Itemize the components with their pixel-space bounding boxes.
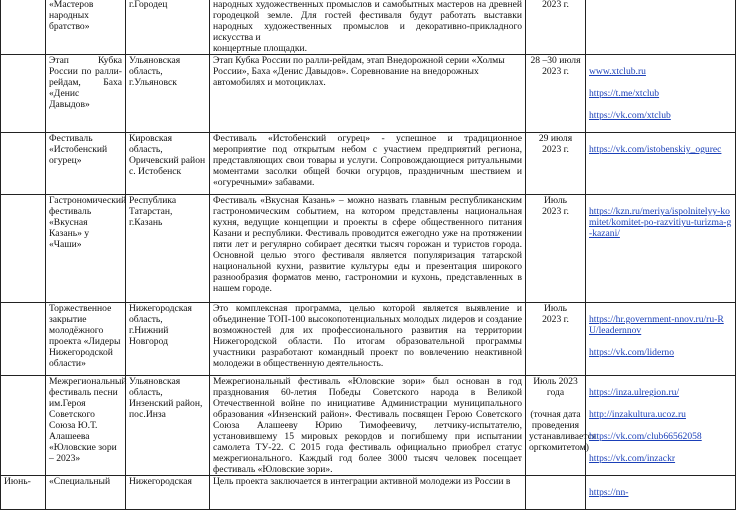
date-cell: 28 –30 июля 2023 г.: [526, 55, 586, 133]
table-row: [1, 476, 736, 510]
links-cell: [586, 303, 736, 376]
links-cell: [586, 0, 736, 55]
table-row: [1, 0, 736, 55]
table-body: [1, 0, 736, 510]
link[interactable]: https://inza.ulregion.ru/: [589, 387, 680, 398]
description-cell: Межрегиональный фестиваль «Юловские зори» был основан в год празднования 60-летия Победы Советского народа в Великой Отечественной войне по инициативе Администрации муниципального образования «Инзенский район». Фестиваль посвящен Герою Советского Союза Алашееву Юрию Тимофеевичу, летчику-испытателю, установившему 15 мировых рекордов и погибшему при испытании самолета ТУ-22. С 2015 года фестиваль официально приобрел статус межрегионального. Каждый год более 3000 тысяч человек посещает фестиваль «Юловские зори».: [210, 376, 526, 476]
place-cell: Кировская область, Оричевский район с. Истобенск: [126, 133, 210, 195]
place-cell: Нижегородская: [126, 476, 210, 510]
link[interactable]: http://inzakultura.ucoz.ru: [589, 409, 686, 420]
event-name-cell: Торжественное закрытие молодёжного проекта «Лидеры Нижегородской области»: [46, 303, 126, 376]
description-cell: народных художественных промыслов и самобытных мастеров на древней городецкой земле. Для гостей фестиваля будут работать выставки народных художественных промыслов и декоративно-прикладного искусства и концертные площадки.: [210, 0, 526, 55]
month-cell: [1, 133, 46, 195]
month-cell: [1, 376, 46, 476]
link[interactable]: https://hr.government-nnov.ru/ru-RU/leadernnov: [589, 314, 724, 336]
date-cell: Июль 2023 года (точная дата проведения устанавливается оргкомитетом): [526, 376, 586, 476]
link[interactable]: https://vk.com/liderno: [589, 347, 675, 358]
description-cell: Фестиваль «Вкусная Казань» – можно назвать главным республиканским гастрономическим событием, на котором представлены национальная кухня, ведущие концепции и проекты в сфере общественного питания Казани и республики. Фестиваль проводится ежегодно уже на протяжении пяти лет и регулярно собирает десятки тысяч горожан и туристов города. Основной целью этого фестиваля является популяризация татарской национальной кухни, развитие культуры еды и презентация широкого разнообразия форматов меню, гастрономии и кухонь, представленных в нашем городе.: [210, 195, 526, 303]
link[interactable]: www.xtclub.ru: [589, 66, 646, 77]
month-cell: [1, 303, 46, 376]
place-cell: Нижегородская область, г.Нижний Новгород: [126, 303, 210, 376]
links-cell: [586, 476, 736, 510]
link[interactable]: https://vk.com/club66562058: [589, 431, 702, 442]
event-name-cell: «Мастеров народных братство»: [46, 0, 126, 55]
month-cell: [1, 0, 46, 55]
links-cell: [586, 376, 736, 476]
month-cell: Июнь-: [1, 476, 46, 510]
date-cell: 2023 г.: [526, 0, 586, 55]
description-cell: Это комплексная программа, целью которой является выявление и объединение ТОП-100 высокопотенциальных молодых лидеров и создание возможностей для их профессионального развития на территории Нижегородской области. По итогам образовательной программы участники разработают командный проект по вовлечению неактивной молодежи в общественную деятельность.: [210, 303, 526, 376]
links-cell: [586, 55, 736, 133]
date-cell: Июль 2023 г.: [526, 195, 586, 303]
links-cell: [586, 195, 736, 303]
place-cell: г.Городец: [126, 0, 210, 55]
link[interactable]: https://nn-: [589, 487, 629, 498]
event-name-cell: Межрегиональный фестиваль песни им.Героя Советского Союза Ю.Т. Алашеева «Юловские зори – 2023»: [46, 376, 126, 476]
link[interactable]: https://kzn.ru/meriya/ispolnitelyy-komitet/komitet-po-razvitiyu-turizma-g-kazani/: [589, 206, 732, 239]
date-cell: Июль 2023 г.: [526, 303, 586, 376]
event-name-cell: Фестиваль «Истобенский огурец»: [46, 133, 126, 195]
link[interactable]: https://vk.com/istobenskiy_ogurec: [589, 144, 722, 155]
table-row: [1, 303, 736, 376]
description-cell: Цель проекта заключается в интеграции активной молодежи из России в: [210, 476, 526, 510]
event-name-cell: Гастрономический фестиваль «Вкусная Казань» у «Чаши»: [46, 195, 126, 303]
table-row: [1, 195, 736, 303]
event-name-cell: «Специальный: [46, 476, 126, 510]
place-cell: Республика Татарстан, г.Казань: [126, 195, 210, 303]
links-cell: [586, 133, 736, 195]
description-cell: Фестиваль «Истобенский огурец» - успешное и традиционное мероприятие под открытым небом с участием предприятий региона, представляющих свои товары и услуги. Сопровождающиеся ритуальными моментами засолки общей бочки огурцов, праздничным шествием и «огуречными» забавами.: [210, 133, 526, 195]
description-cell: Этап Кубка России по ралли-рейдам, этап Внедорожной серии «Холмы России», Баха «Денис Давыдов». Соревнование на внедорожных автомобилях и мотоциклах.: [210, 55, 526, 133]
table-row: [1, 55, 736, 133]
place-cell: Ульяновская область, г.Ульяновск: [126, 55, 210, 133]
place-cell: Ульяновская область, Инзенский район, пос.Инза: [126, 376, 210, 476]
link[interactable]: https://vk.com/inzackr: [589, 453, 676, 464]
month-cell: [1, 55, 46, 133]
date-cell: [526, 476, 586, 510]
link[interactable]: https://t.me/xtclub: [589, 88, 660, 99]
event-name-cell: Этап Кубка России по ралли-рейдам, Баха «Денис Давыдов»: [46, 55, 126, 133]
table-row: [1, 133, 736, 195]
link[interactable]: https://vk.com/xtclub: [589, 110, 671, 121]
date-cell: 29 июля 2023 г.: [526, 133, 586, 195]
table-row: [1, 376, 736, 476]
month-cell: [1, 195, 46, 303]
